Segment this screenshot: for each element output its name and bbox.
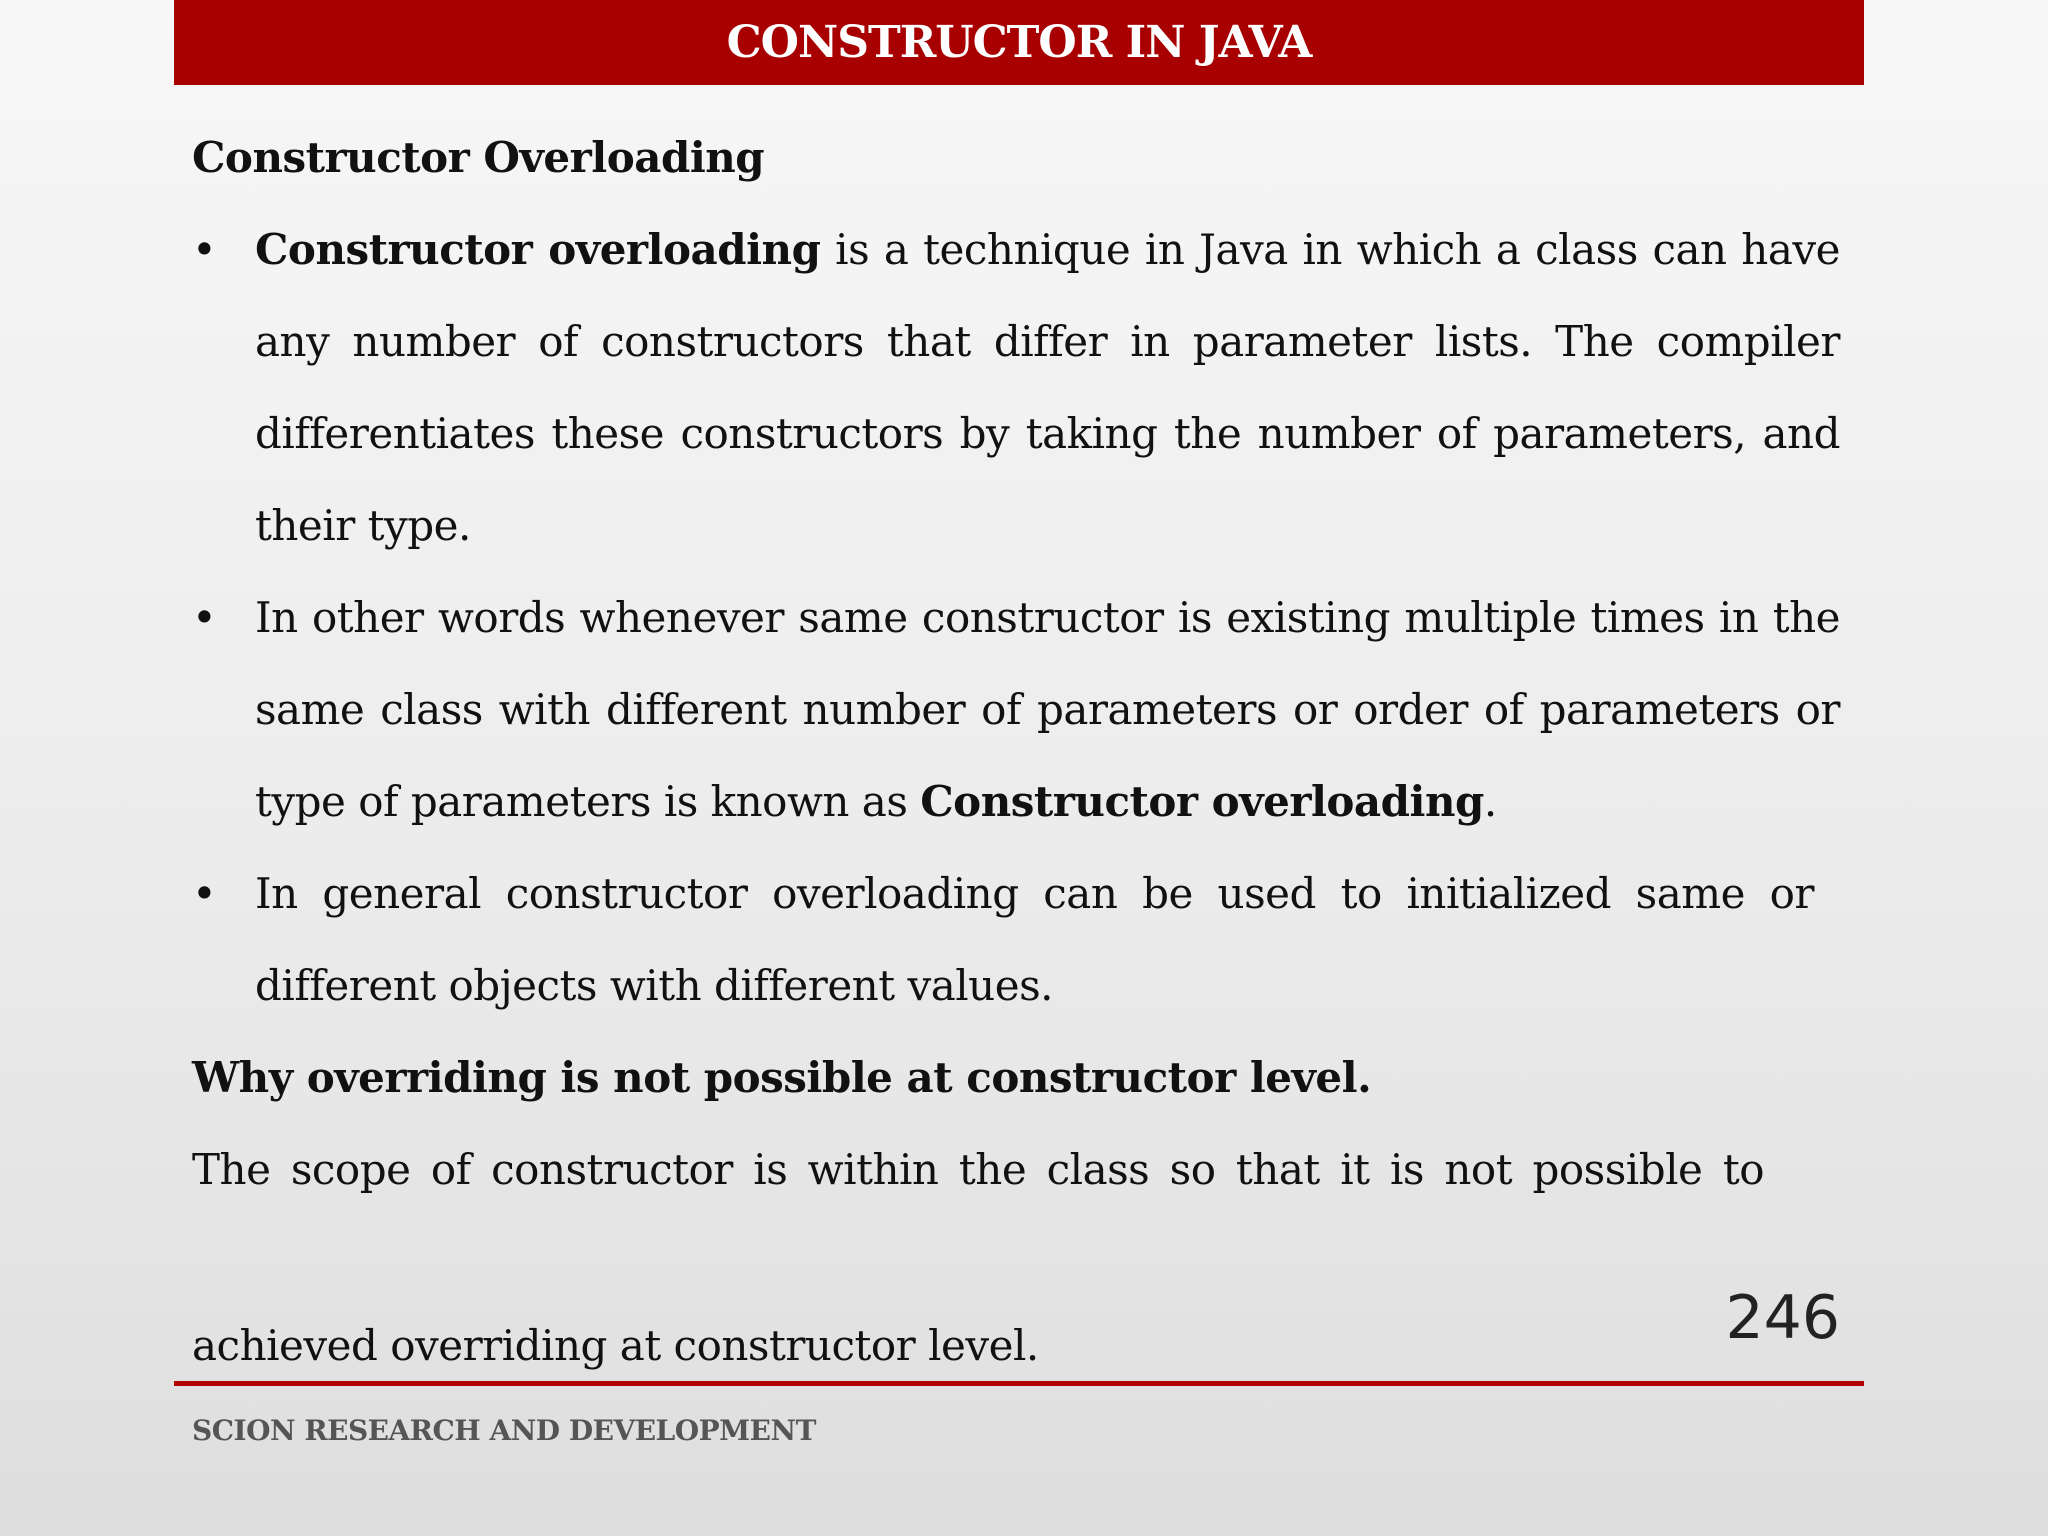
- bullet-3-text: In general constructor overloading can be used to initialized same or different objects with different values.: [255, 869, 1814, 1010]
- slide-content: [192, 112, 1840, 1216]
- bullet-item-2: [192, 572, 1840, 848]
- bullet-list: [192, 204, 1840, 1032]
- bullet-item-1: [192, 204, 1840, 572]
- bullet-1-bold-lead: Constructor overloading: [255, 225, 821, 274]
- bullet-icon: •: [192, 869, 217, 918]
- bullet-icon: •: [192, 225, 217, 274]
- bullet-2-bold-tail: Constructor overloading: [920, 777, 1484, 826]
- section-heading-constructor-overloading: Constructor Overloading: [192, 133, 765, 182]
- footer-organization: SCION RESEARCH AND DEVELOPMENT: [192, 1414, 816, 1447]
- bullet-2-text: In other words whenever same constructor is existing multiple times in the same class with different number of parameters or order of parameters or type of parameters is known as: [255, 593, 1840, 826]
- bullet-icon: •: [192, 593, 217, 642]
- paragraph-line-2: achieved overriding at constructor level.: [192, 1321, 1039, 1370]
- bullet-2-end: .: [1483, 777, 1497, 826]
- title-bar: [174, 0, 1864, 85]
- paragraph-line-1: The scope of constructor is within the class so that it is not possible to: [192, 1145, 1764, 1194]
- slide-title: CONSTRUCTOR IN JAVA: [726, 16, 1312, 68]
- section-heading-overriding: Why overriding is not possible at constructor level.: [192, 1053, 1372, 1102]
- footer-divider: [174, 1381, 1864, 1386]
- bullet-item-3: [192, 848, 1840, 1032]
- bullet-1-text: is a technique in Java in which a class can have any number of constructors that differ in parameter lists. The compiler differentiates these constructors by taking the number of parameters, and their type.: [255, 225, 1840, 550]
- page-number: 246: [1725, 1283, 1840, 1353]
